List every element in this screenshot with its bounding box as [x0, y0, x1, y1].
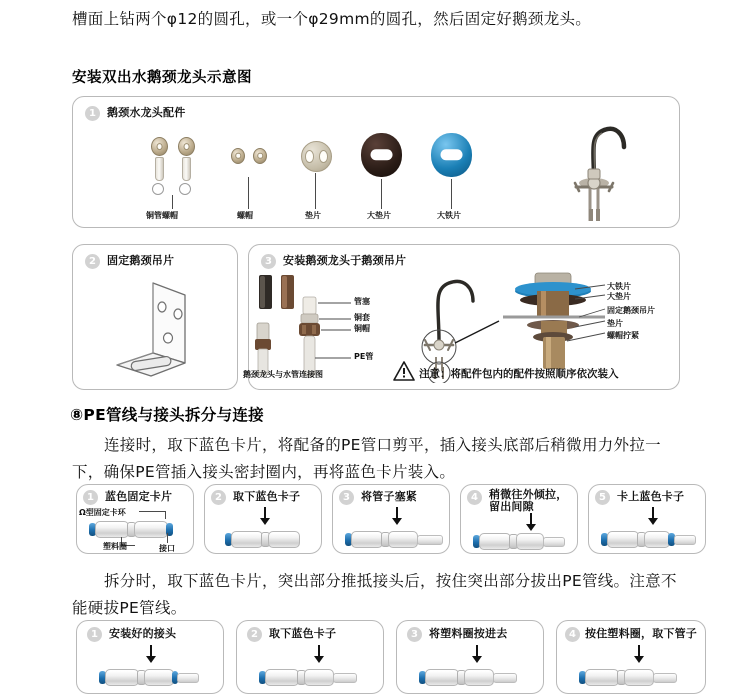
part-label-big-washer: 大垫片	[367, 211, 391, 220]
pe-fitting-icon	[419, 667, 531, 687]
step-badge-c1: 1	[83, 490, 98, 505]
connect-paragraph-text: 连接时，取下蓝色卡片，将配备的PE管口剪平，插入接头底部后稍微用力外拉一下，确保PE管插入接头密封圈内，再将蓝色卡片装入。	[72, 436, 661, 481]
panel-2-title: 固定鹅颈吊片	[107, 254, 175, 267]
callout-big-washer: 大垫片	[607, 292, 631, 301]
part-label-washer: 垫片	[305, 211, 321, 220]
l-bracket-icon	[99, 275, 217, 383]
gooseneck-faucet-icon	[528, 113, 658, 225]
disassemble-step-panel-1	[76, 620, 224, 694]
callout-tighten-nut: 螺帽拧紧	[607, 331, 639, 340]
disassemble-step-2-title: 取下蓝色卡子	[269, 627, 337, 640]
warning-text: 注意：将配件包内的配件按照顺序依次装入	[419, 368, 619, 380]
connect-step-panel-2	[204, 484, 322, 554]
step-badge-c5: 5	[595, 490, 610, 505]
leader-line	[315, 173, 316, 209]
leader-line	[451, 179, 452, 209]
callout-pe-tube: PE管	[354, 352, 374, 361]
step-badge-c3: 3	[339, 490, 354, 505]
connect-step-2-title: 取下蓝色卡子	[233, 490, 301, 503]
step-badge-c2: 2	[211, 490, 226, 505]
pe-fitting-icon	[473, 531, 577, 551]
panel-3-title: 安装鹅颈龙头于鹅颈吊片	[283, 254, 407, 267]
part-label-nut: 螺帽	[237, 211, 253, 220]
callout-port: 接口	[159, 544, 175, 553]
pe-fitting-icon	[259, 667, 371, 687]
intro-paragraph: 槽面上钻两个φ12的圆孔，或一个φ29mm的圆孔，然后固定好鹅颈龙头。	[72, 10, 592, 28]
down-arrow-icon	[391, 507, 403, 529]
part-label-big-iron-plate: 大铁片	[437, 211, 461, 220]
big-iron-plate-icon	[431, 133, 472, 177]
step-badge-d2: 2	[247, 627, 262, 642]
leader-line	[139, 511, 165, 512]
part-label-brass-nut: 铜管螺帽	[146, 211, 178, 220]
down-arrow-icon	[471, 645, 483, 667]
callout-brass-cap: 铜帽	[354, 324, 370, 333]
washer-icon	[301, 141, 332, 172]
step-badge-d1: 1	[87, 627, 102, 642]
connect-step-panel-4	[460, 484, 578, 554]
pe-fitting-icon	[89, 519, 185, 539]
disassemble-step-panel-3	[396, 620, 544, 694]
connect-step-panel-5	[588, 484, 706, 554]
down-arrow-icon	[633, 645, 645, 667]
connect-paragraph	[72, 432, 680, 486]
small-nut-icon	[253, 148, 267, 164]
brass-nut-icon	[151, 137, 168, 156]
leader-line	[165, 511, 166, 519]
step-badge-d3: 3	[407, 627, 422, 642]
panel-fix-bracket	[72, 244, 238, 390]
connect-step-1-title: 蓝色固定卡片	[105, 490, 173, 503]
disassemble-step-4-title: 按住塑料圈，取下管子	[585, 627, 697, 640]
connect-step-4-title: 稍微往外倾拉，	[489, 488, 568, 501]
disassemble-step-1-title: 安装好的接头	[109, 627, 177, 640]
callout-tube-plug: 管塞	[354, 297, 370, 306]
step-badge-1: 1	[85, 106, 100, 121]
disassemble-paragraph-text: 拆分时，取下蓝色卡片，突出部分推抵接头后，按住突出部分拔出PE管线。注意不能硬拔PE管线。	[72, 572, 677, 617]
big-washer-icon	[361, 133, 402, 177]
connect-step-panel-3	[332, 484, 450, 554]
small-nut-icon	[231, 148, 245, 164]
assembly-stack-figure	[501, 269, 611, 379]
callout-omega-clip: Ω型固定卡环	[79, 508, 126, 517]
callout-fix-hanger: 固定鹅颈吊片	[607, 306, 655, 315]
diagram-heading: 安装双出水鹅颈龙头示意图	[72, 70, 252, 86]
panel-faucet-parts	[72, 96, 680, 228]
step-badge-c4: 4	[467, 490, 482, 505]
down-arrow-icon	[647, 507, 659, 529]
step-badge-2: 2	[85, 254, 100, 269]
disassemble-paragraph	[72, 568, 680, 622]
step-badge-d4: 4	[565, 627, 580, 642]
pe-fitting-icon	[225, 529, 315, 549]
o-ring-icon	[179, 183, 191, 195]
disassemble-step-panel-2	[236, 620, 384, 694]
disassemble-step-3-title: 将塑料圈按进去	[429, 627, 508, 640]
callout-plastic-ring: 塑料圈	[103, 542, 127, 551]
down-arrow-icon	[259, 507, 271, 529]
callout-brass-sleeve: 铜套	[354, 313, 370, 322]
down-arrow-icon	[313, 645, 325, 667]
step-badge-3: 3	[261, 254, 276, 269]
pe-fitting-icon	[99, 667, 211, 687]
leader-line	[172, 195, 173, 209]
warning-triangle-icon	[393, 361, 415, 381]
connect-step-5-title: 卡上蓝色卡子	[617, 490, 685, 503]
pe-fitting-icon	[579, 667, 691, 687]
screw-icon	[182, 157, 191, 181]
pe-fitting-icon	[345, 529, 449, 549]
o-ring-icon	[152, 183, 164, 195]
leader-line	[381, 179, 382, 209]
panel-1-title: 鹅颈水龙头配件	[107, 106, 186, 119]
section-8-heading: ⑧PE管线与接头拆分与连接	[70, 406, 264, 424]
disassemble-step-panel-4	[556, 620, 706, 694]
pe-fitting-icon	[601, 529, 705, 549]
leader-line	[248, 177, 249, 209]
connect-step-panel-1	[76, 484, 194, 554]
connect-step-3-title: 将管子塞紧	[361, 490, 417, 503]
panel-install-gooseneck	[243, 244, 680, 390]
down-arrow-icon	[145, 645, 157, 667]
leader-line	[167, 533, 168, 543]
callout-big-iron-plate: 大铁片	[607, 282, 631, 291]
brass-nut-icon	[178, 137, 195, 156]
tube-connection-figure	[255, 273, 401, 381]
connect-step-4-title-line2: 留出间隙	[489, 500, 534, 513]
callout-washer: 垫片	[607, 319, 623, 328]
left-figure-caption: 鹅颈龙头与水管连接图	[243, 370, 323, 379]
screw-icon	[155, 157, 164, 181]
